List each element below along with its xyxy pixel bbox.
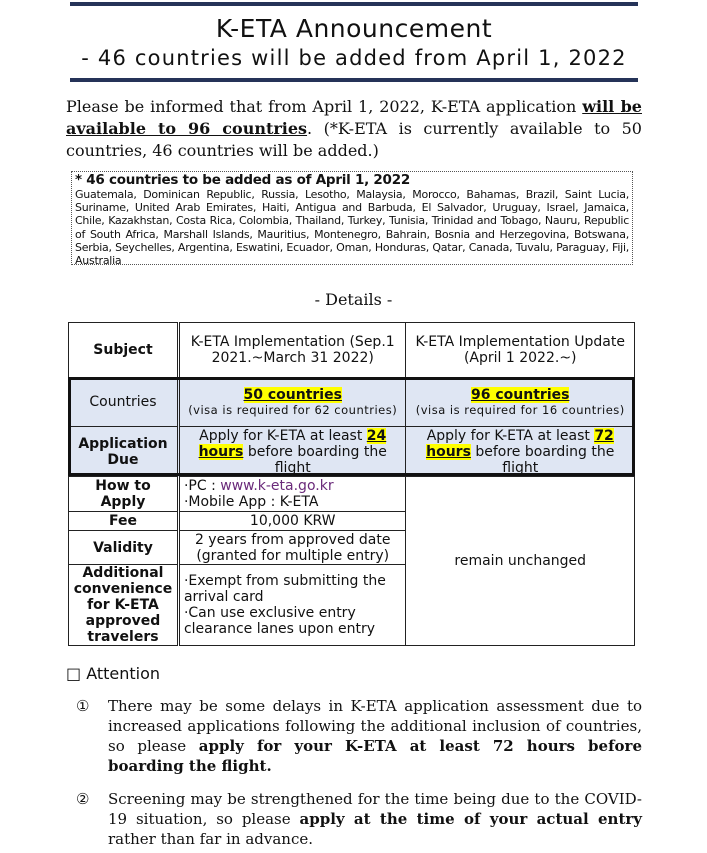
validity-value: 2 years from approved date (granted for multiple entry) [178, 531, 406, 565]
col1-header: K-ETA Implementation (Sep.1 2021.~March 31 2022) [178, 323, 406, 378]
attention-item-1 [76, 696, 642, 776]
k-eta-website-link[interactable]: www.k-eta.go.kr [220, 478, 334, 494]
mobile-app-text: ·Mobile App : K-ETA [183, 494, 319, 510]
countries-label: Countries [69, 378, 179, 427]
top-rule [70, 2, 638, 6]
page-subtitle: - 46 countries will be added from April 1, 2022 [81, 46, 627, 70]
fee-value: 10,000 KRW [178, 512, 406, 531]
attention-item-2 [76, 789, 642, 849]
col2-header-date: (April 1 2022.~) [463, 350, 577, 366]
item-bold-text: apply for your K-ETA at least 72 hours before boarding the flight. [108, 737, 642, 775]
item-text-post: rather than far in advance. [108, 830, 314, 848]
col2-header-title: K-ETA Implementation Update [415, 334, 625, 350]
due-col2-post: before boarding the flight [470, 443, 615, 476]
details-label: - Details - [314, 290, 393, 309]
countries-col1-note: (visa is required for 62 countries) [188, 403, 398, 417]
subject-header: Subject [69, 323, 179, 378]
added-countries-list: Guatemala, Dominican Republic, Russia, Lesotho, Malaysia, Morocco, Bahamas, Brazil, Saint Lucia, Suriname, United Arab Emirates, Haiti, Antigua and Barbuda, El Salvador, Uruguay, Israel, Jamaica, Chile, Kazakhstan, Costa Rica, Colombia, Thailand, Turkey, Tunisia, Trinidad and Tobago, Nauru, Republic of South Africa, Marshall Islands, Mauritius, Montenegro, Bahrain, Bosnia and Herzegovina, Botswana, Serbia, Seychelles, Argentina, Eswatini, Ecuador, Oman, Honduras, Qatar, Canada, Tuvalu, Paraguay, Fiji, Australia [75, 188, 629, 268]
table-row-countries [69, 378, 635, 427]
additional-item-2: ·Can use exclusive entry clearance lanes upon entry [183, 605, 376, 637]
added-countries-box [71, 171, 633, 268]
col2-header [406, 323, 635, 378]
item-number: ① [76, 697, 90, 715]
attention-heading: □ Attention [66, 664, 161, 683]
intro-text-1: Please be informed that from April 1, 2022, K-ETA application [66, 97, 583, 116]
due-col1-pre: Apply for K-ETA at least [199, 427, 367, 444]
fee-label: Fee [69, 512, 179, 531]
validity-label: Validity [69, 531, 179, 565]
application-due-col2 [406, 427, 635, 477]
additional-item-1: ·Exempt from submitting the arrival card [183, 573, 386, 605]
item-number: ② [76, 790, 90, 808]
countries-col2-note: (visa is required for 16 countries) [415, 403, 625, 417]
due-col2-hours: 72 hours [426, 427, 614, 460]
additional-label: Additional convenience for K-ETA approved travelers [69, 565, 179, 646]
table-row-header [69, 323, 635, 378]
how-to-apply-label: How to Apply [69, 477, 179, 512]
announcement-header [70, 2, 638, 82]
remain-unchanged-cell: remain unchanged [406, 477, 635, 646]
additional-value [178, 565, 406, 646]
due-col1-post: before boarding the flight [243, 443, 387, 476]
countries-col1-main: 50 countries [243, 387, 342, 403]
countries-col2 [406, 378, 635, 427]
intro-emphasis: will be available to 96 countries [66, 97, 642, 138]
application-due-label: Application Due [69, 427, 179, 477]
table-row-application-due [69, 427, 635, 477]
pc-prefix: ·PC : [183, 478, 221, 494]
bottom-rule [70, 78, 638, 82]
item-bold-text: apply at the time of your actual entry [299, 810, 643, 828]
how-to-apply-value [178, 477, 406, 512]
intro-paragraph [66, 96, 642, 162]
page-title: K-ETA Announcement [215, 14, 493, 43]
intro-text-2: . (*K-ETA is currently available to 50 countries, 46 countries will be added.) [66, 119, 642, 160]
table-row-how-to-apply [69, 477, 635, 512]
item-text: There may be some delays in K-ETA application assessment due to increased applications following the additional inclusion of countries, so please [108, 697, 642, 755]
details-table [68, 322, 635, 646]
added-countries-title: * 46 countries to be added as of April 1, 2022 [75, 172, 410, 188]
countries-col1 [178, 378, 406, 427]
item-text: Screening may be strengthened for the time being due to the COVID-19 situation, so please [108, 790, 642, 828]
due-col2-pre: Apply for K-ETA at least [426, 427, 595, 444]
due-col1-hours: 24 hours [198, 427, 387, 460]
application-due-col1 [178, 427, 406, 477]
countries-col2-main: 96 countries [471, 387, 570, 403]
